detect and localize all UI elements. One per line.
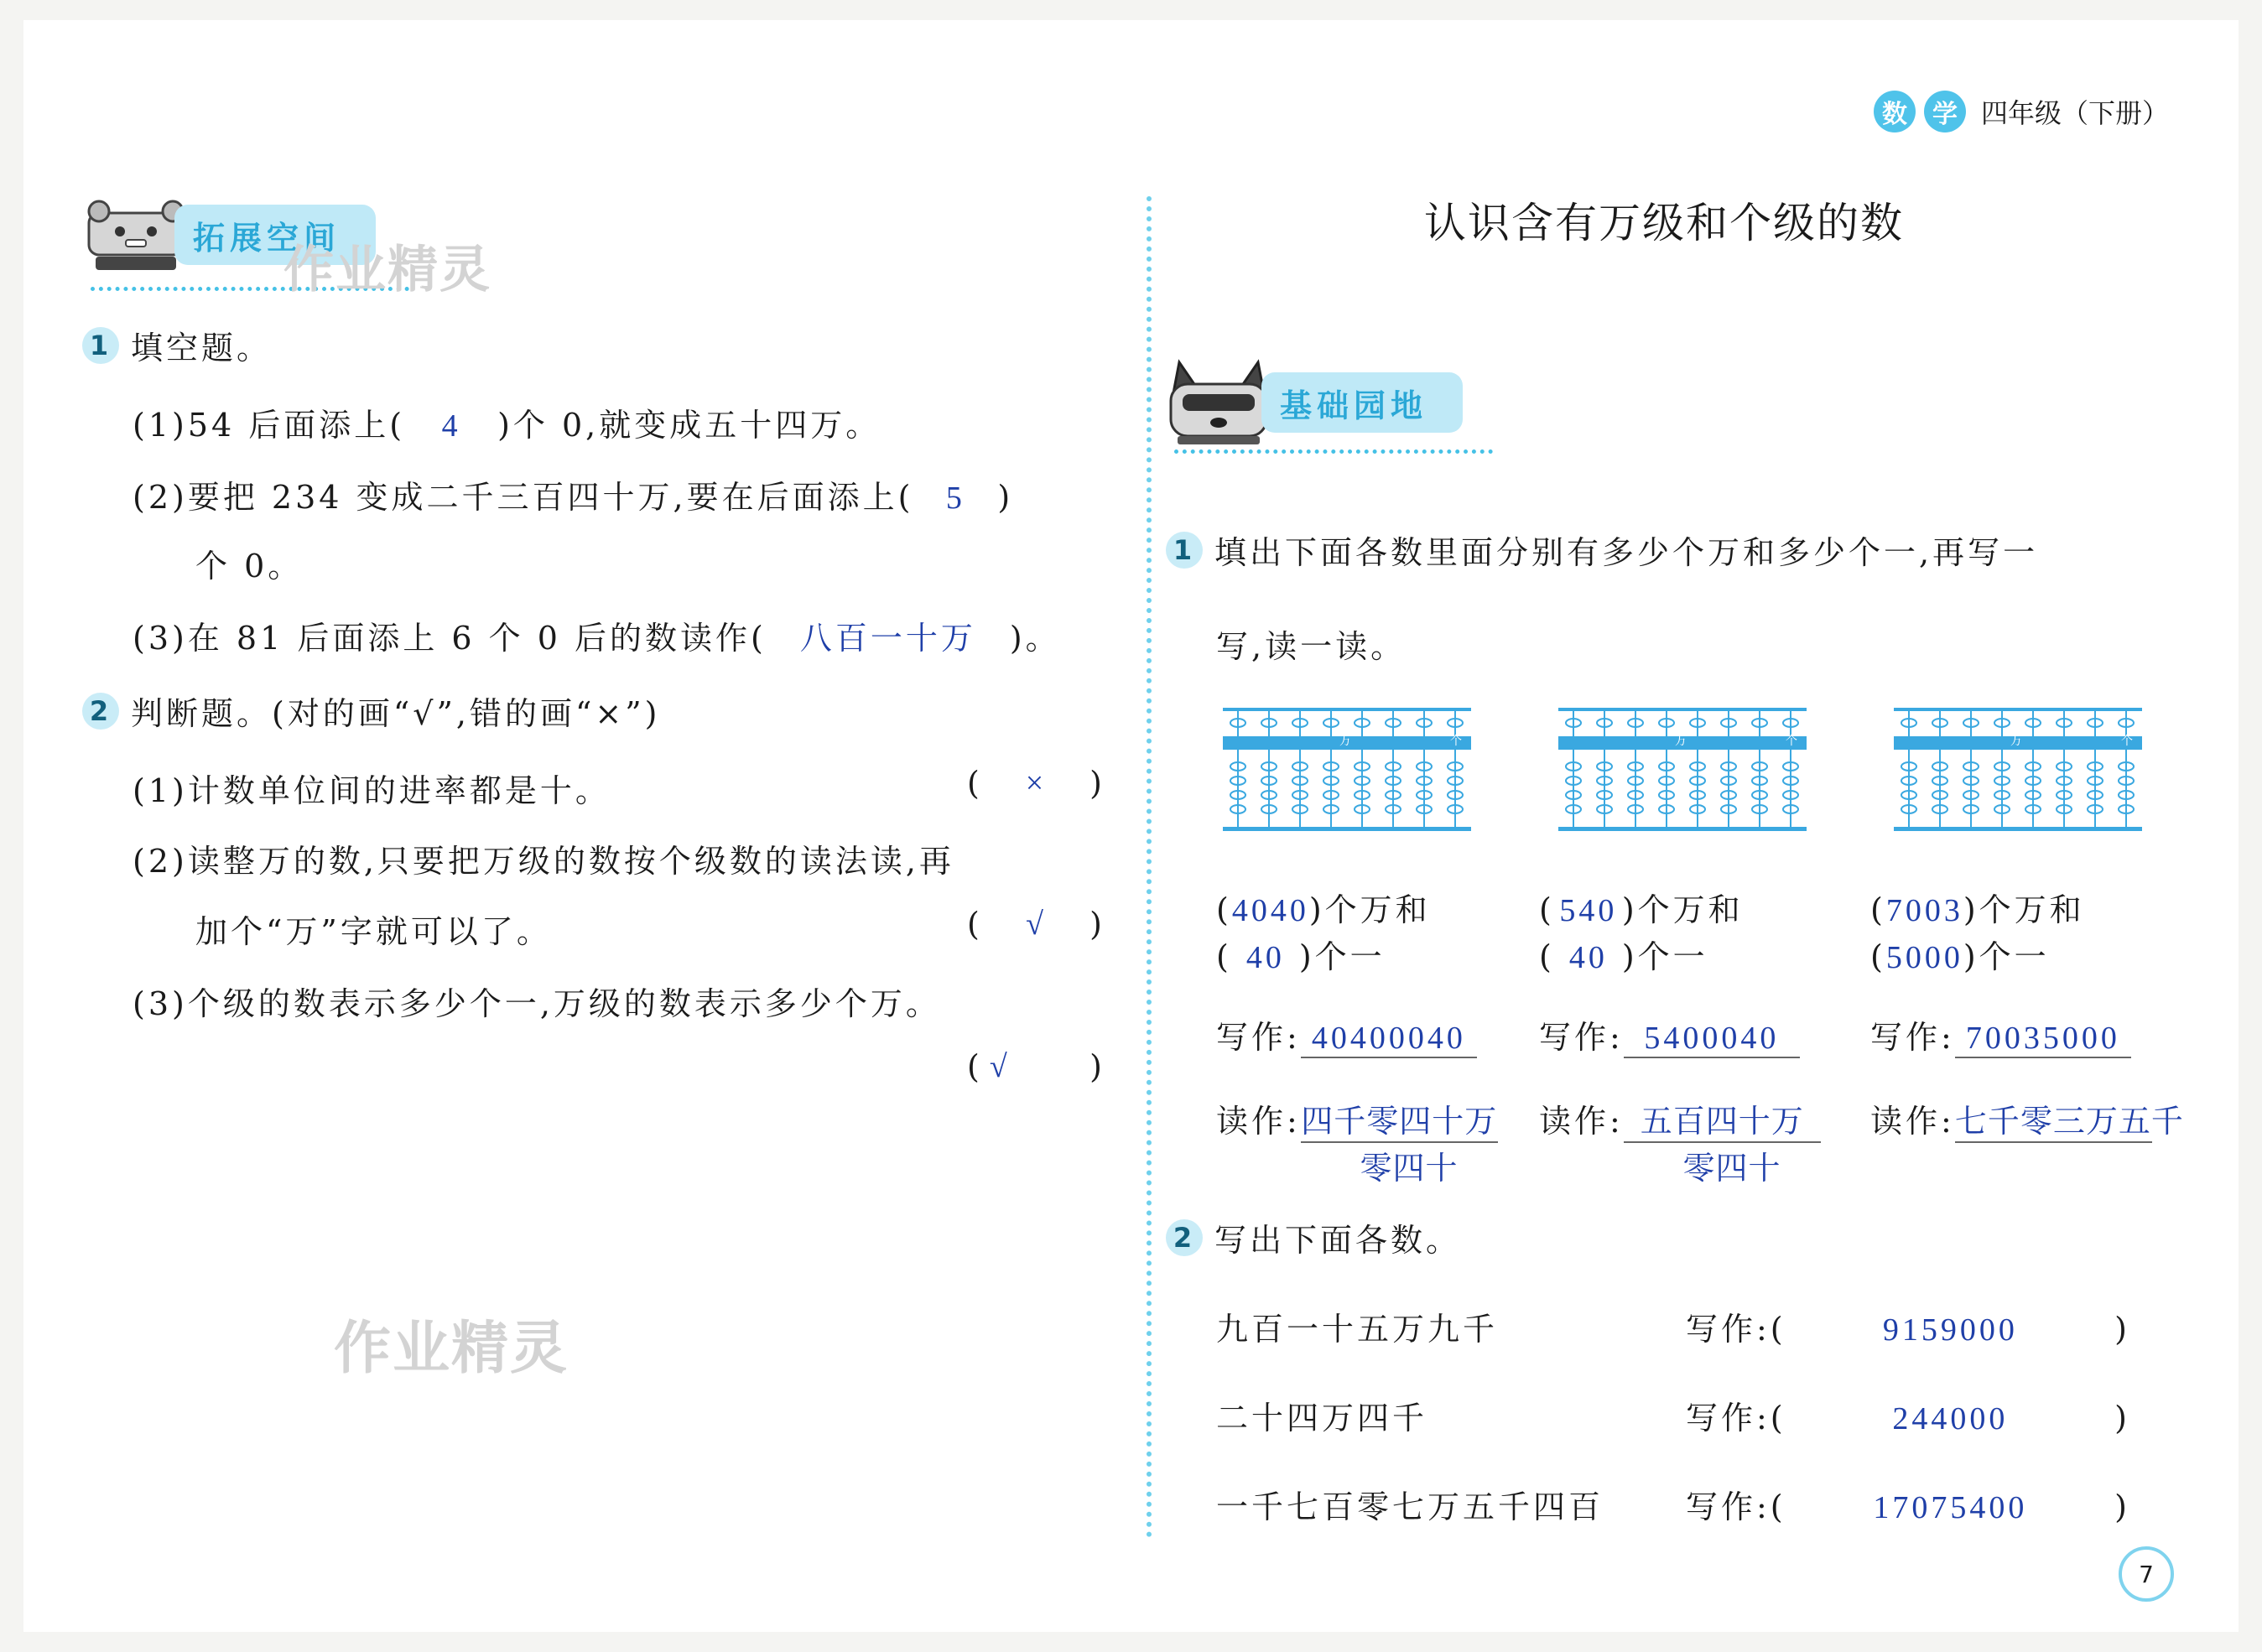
left-q2-item-1: (1)计数单位间的进率都是十。 — [133, 772, 611, 809]
left-q1-item-2-cont: 个 0。 — [195, 548, 304, 584]
left-q1-item-1: (1)54 后面添上( 4 )个 0,就变成五十四万。 — [133, 407, 881, 444]
yi-answer: 40 — [1245, 940, 1285, 975]
write-answer: 70035000 — [1955, 1020, 2131, 1058]
write-label: 写作:( — [1686, 1400, 1786, 1436]
write-label: 写作:( — [1686, 1311, 1786, 1348]
wan-answer: 7003 — [1885, 893, 1963, 928]
wan-answer: 4040 — [1231, 893, 1309, 928]
mascot-dog-icon — [1164, 356, 1273, 449]
read-answer: 五百四十万 — [1624, 1095, 1821, 1143]
abacus-row — [1223, 701, 2162, 844]
subject-badge-2: 学 — [1924, 91, 1966, 132]
number-words: 一千七百零七万五千四百 — [1216, 1488, 1604, 1525]
yi-count: ( 40 )个一 — [1539, 938, 1708, 975]
read-answer-cont: 零四十 — [1682, 1151, 1781, 1187]
svg-text:个: 个 — [2121, 735, 2133, 748]
abacus-1 — [1223, 701, 1474, 835]
question-number: 1 — [1166, 532, 1203, 569]
watermark-top: 作业精灵 — [283, 241, 491, 299]
read-answer-cont: 零四十 — [1360, 1151, 1459, 1187]
yi-suffix: )个一 — [1298, 938, 1386, 975]
question-number: 1 — [82, 327, 119, 364]
subject-badge-1: 数 — [1874, 91, 1916, 132]
left-q2-item-2: (2)读整万的数,只要把万级的数按个级数的读法读,再 — [133, 843, 954, 880]
abacus-2 — [1558, 701, 1810, 835]
yi-suffix: )个一 — [1621, 938, 1708, 975]
svg-text:万: 万 — [1675, 735, 1687, 748]
left-q2-heading — [82, 688, 661, 734]
yi-answer: 5000 — [1885, 940, 1963, 975]
judge-answer-1: ( × ) — [967, 765, 1105, 802]
question-title: 写出下面各数。 — [1214, 1222, 1462, 1259]
abacus-3 — [1894, 701, 2145, 835]
wan-suffix: )个万和 — [1963, 891, 2085, 928]
write-answer-row — [1686, 1481, 2130, 1527]
yi-suffix: )个一 — [1963, 938, 2050, 975]
yi-answer: 40 — [1568, 940, 1608, 975]
svg-text:万: 万 — [1339, 735, 1351, 748]
svg-text:万: 万 — [2010, 735, 2022, 748]
read-as-cont — [1635, 1142, 1828, 1188]
read-as — [1539, 1095, 1821, 1143]
number-words: 九百一十五万九千 — [1216, 1311, 1499, 1348]
question-number: 2 — [82, 693, 119, 730]
section-banner-extension: 拓展空间 — [174, 205, 376, 265]
answer-blank: 八百一十万 — [799, 621, 976, 657]
right-q1-heading — [1166, 527, 2038, 573]
read-label: 读作: — [1216, 1103, 1301, 1140]
answer-blank: 5 — [945, 481, 965, 516]
wan-suffix: )个万和 — [1621, 891, 1744, 928]
close-paren: ) — [2114, 1311, 2130, 1348]
write-answer-row — [1686, 1303, 2130, 1349]
write-label: 写作:( — [1686, 1488, 1786, 1525]
banner-dotted-rule — [1174, 449, 1493, 454]
question-line-1: 填出下面各数里面分别有多少个万和多少个一,再写一 — [1214, 534, 2039, 571]
read-label: 读作: — [1870, 1103, 1955, 1140]
page-header — [1874, 91, 2169, 132]
write-label: 写作: — [1216, 1019, 1301, 1056]
write-as — [1870, 1011, 2131, 1058]
answer-blank: 4 — [441, 408, 461, 444]
yi-count: (5000)个一 — [1870, 938, 2050, 975]
page-title: 认识含有万级和个级的数 — [1424, 199, 1904, 247]
read-as-cont — [1313, 1142, 1505, 1188]
read-label: 读作: — [1539, 1103, 1624, 1140]
write-answer-row — [1686, 1392, 2130, 1438]
close-paren: ) — [2114, 1400, 2130, 1436]
judge-answer-2: ( √ ) — [967, 906, 1105, 943]
abacus-answers — [1216, 884, 2223, 1270]
write-answer: 40400040 — [1301, 1020, 1477, 1058]
left-q2-item-2-cont: 加个“万”字就可以了。 — [195, 913, 552, 950]
read-as — [1216, 1095, 1498, 1143]
write-as — [1539, 1011, 1800, 1058]
question-title: 填空题。 — [131, 330, 273, 366]
section-banner-basics: 基础园地 — [1261, 372, 1463, 433]
write-answer: 244000 — [1892, 1401, 2009, 1436]
left-q2-item-3: (3)个级的数表示多少个一,万级的数表示多少个万。 — [133, 985, 941, 1022]
read-answer: 七千零三万五千 — [1955, 1095, 2152, 1143]
left-q1-item-2: (2)要把 234 变成二千三百四十万,要在后面添上( 5 ) — [133, 479, 1014, 516]
close-paren: ) — [2114, 1488, 2130, 1525]
left-q1-item-3: (3)在 81 后面添上 6 个 0 后的数读作( 八百一十万 )。 — [133, 612, 1061, 658]
question-number: 2 — [1166, 1219, 1203, 1256]
judge-answer-3: ( √ ) — [967, 1048, 1105, 1085]
wan-count: (7003)个万和 — [1870, 891, 2085, 928]
wan-suffix: )个万和 — [1308, 891, 1431, 928]
svg-text:个: 个 — [1786, 735, 1797, 748]
svg-text:个: 个 — [1450, 735, 1462, 748]
wan-count: (4040)个万和 — [1216, 891, 1431, 928]
left-q1-heading — [82, 322, 272, 368]
number-words: 二十四万四千 — [1216, 1400, 1428, 1436]
read-as — [1870, 1095, 2184, 1143]
wan-answer: 540 — [1559, 893, 1618, 928]
write-as — [1216, 1011, 1477, 1058]
workbook-page — [23, 20, 2239, 1632]
right-q2-heading — [1166, 1214, 1461, 1260]
grade-label: 四年级（下册） — [1981, 97, 2170, 129]
write-number-rows — [1216, 1303, 2181, 1571]
page-number: 7 — [2119, 1546, 2174, 1602]
write-answer: 5400040 — [1624, 1020, 1800, 1058]
column-divider — [1147, 196, 1152, 1538]
question-title: 判断题。(对的画“√”,错的画“×”) — [131, 695, 661, 732]
right-q1-line-2: 写,读一读。 — [1216, 628, 1407, 665]
watermark-bottom: 作业精灵 — [334, 1316, 569, 1382]
yi-count: ( 40 )个一 — [1216, 938, 1386, 975]
write-answer: 9159000 — [1882, 1312, 2018, 1348]
write-label: 写作: — [1870, 1019, 1955, 1056]
read-answer: 四千零四十万 — [1301, 1095, 1498, 1143]
write-label: 写作: — [1539, 1019, 1624, 1056]
wan-count: ( 540 )个万和 — [1539, 891, 1744, 928]
write-answer: 17075400 — [1873, 1490, 2028, 1525]
